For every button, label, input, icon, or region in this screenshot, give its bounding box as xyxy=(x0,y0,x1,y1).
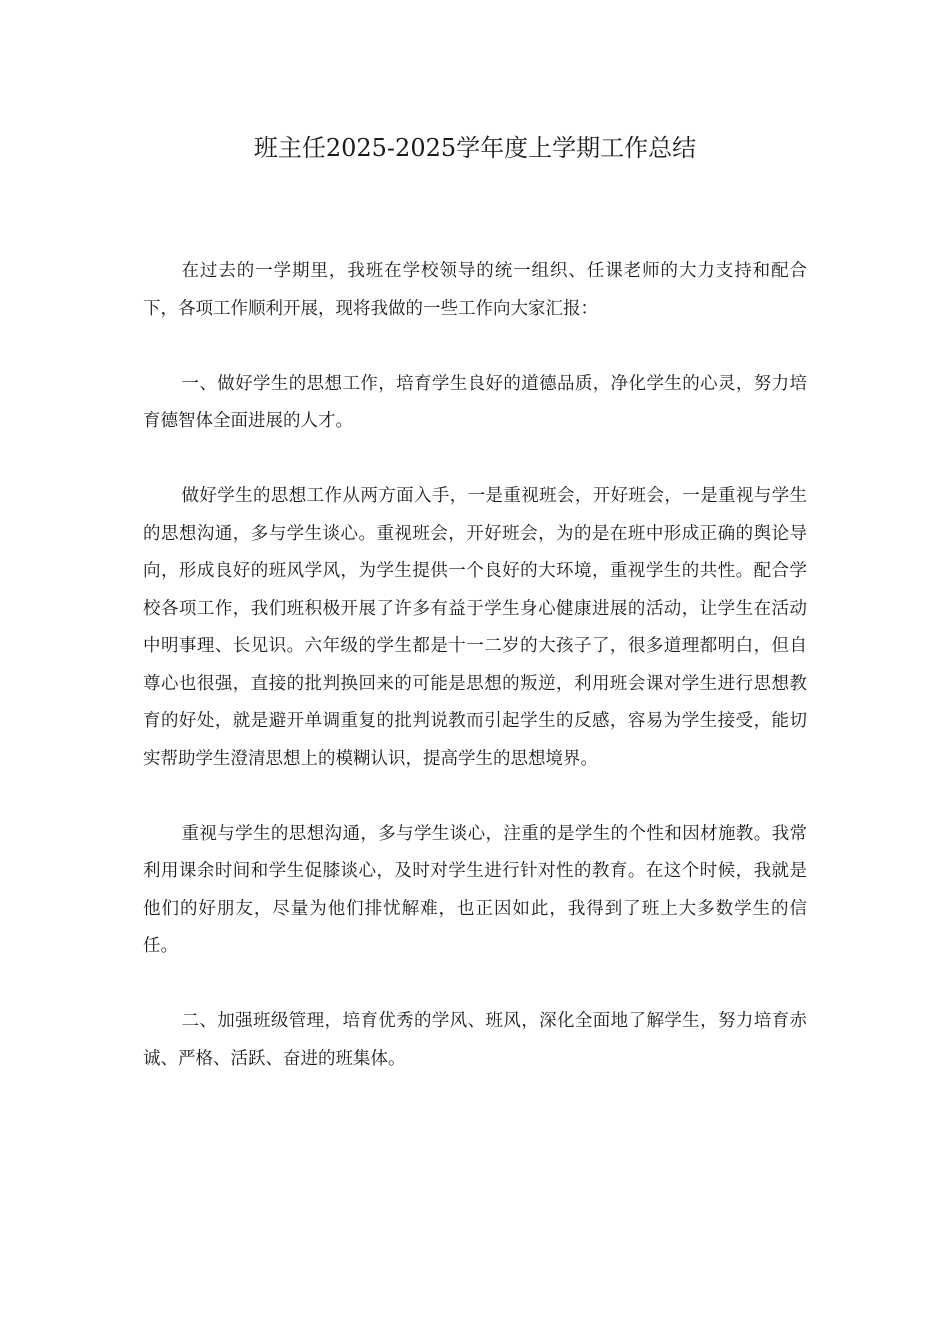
paragraph-class-meeting: 做好学生的思想工作从两方面入手，一是重视班会，开好班会，一是重视与学生的思想沟通，多与学生谈心。重视班会，开好班会，为的是在班中形成正确的舆论导向，形成良好的班风学风，为学生提供一个良好的大环境，重视学生的共性。配合学校各项工作，我们班积极开展了许多有益于学生身心健康进展的活动，让学生在活动中明事理、长见识。六年级的学生都是十一二岁的大孩子了，很多道理都明白，但自尊心也很强，直接的批判换回来的可能是思想的叛逆，利用班会课对学生进行思想教育的好处，就是避开单调重复的批判说教而引起学生的反感，容易为学生接受，能切实帮助学生澄清思想上的模糊认识，提高学生的思想境界。 xyxy=(143,486,807,769)
document-body xyxy=(143,253,807,1116)
paragraph-communication: 重视与学生的思想沟通，多与学生谈心，注重的是学生的个性和因材施教。我常利用课余时间和学生促膝谈心，及时对学生进行针对性的教育。在这个时候，我就是他们的好朋友，尽量为他们排忧解难，也正因如此，我得到了班上大多数学生的信任。 xyxy=(143,823,807,956)
paragraph-section-two-heading: 二、加强班级管理，培育优秀的学风、班风，深化全面地了解学生，努力培育赤诚、严格、活跃、奋进的班集体。 xyxy=(143,1011,807,1069)
document-title: 班主任2025-2025学年度上学期工作总结 xyxy=(253,134,697,162)
paragraph-section-one-heading: 一、做好学生的思想工作，培育学生良好的道德品质，净化学生的心灵，努力培育德智体全面进展的人才。 xyxy=(143,373,807,431)
paragraph-intro: 在过去的一学期里，我班在学校领导的统一组织、任课老师的大力支持和配合下，各项工作顺利开展，现将我做的一些工作向大家汇报： xyxy=(143,261,807,319)
